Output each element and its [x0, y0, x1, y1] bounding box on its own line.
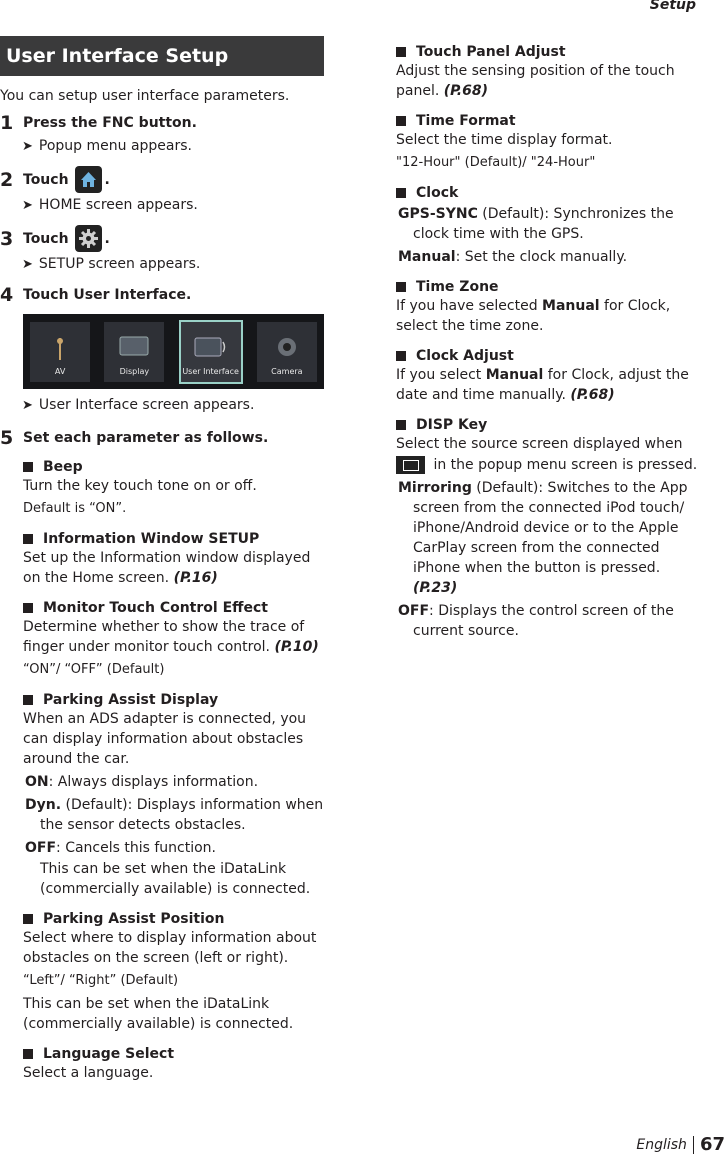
square-bullet-icon	[23, 462, 33, 472]
fnc-key-label: FNC	[102, 115, 134, 131]
home-icon[interactable]	[75, 166, 102, 193]
section-parking-display: Parking Assist Display When an ADS adapter is connected, you can display information about obstacles around the car. ON: Always displays information. Dyn. (Default): Displays information when the sensor detects obstacles. OFF: Cancels this function. This can be set when the iDataLink (commercially available) is connected.	[23, 692, 324, 897]
running-header: Setup	[649, 0, 696, 13]
user-interface-key-label: User Interface	[73, 287, 186, 303]
footer-language: English	[636, 1136, 687, 1153]
square-bullet-icon	[23, 534, 33, 544]
camera-icon	[276, 336, 298, 362]
right-column	[396, 36, 706, 641]
step-number: 3	[0, 227, 14, 250]
tile-av[interactable]: AV	[30, 322, 90, 382]
section-time-zone: Time Zone If you have selected Manual for Clock, select the time zone.	[396, 279, 671, 334]
section-language: Language Select Select a language.	[23, 1046, 175, 1081]
section-title: User Interface Setup	[0, 36, 324, 76]
page-ref[interactable]: (P.68)	[443, 83, 488, 99]
step-3: 3 Touch .	[0, 225, 324, 252]
step-result: ➤ User Interface screen appears.	[22, 397, 255, 413]
section-monitor-touch: Monitor Touch Control Effect Determine whether to show the trace of finger under monitor touch control. (P.10) “ON”/ “OFF” (Default)	[23, 600, 319, 677]
setup-menu-screenshot	[23, 314, 324, 389]
disp-key-icon[interactable]	[396, 456, 425, 474]
square-bullet-icon	[23, 914, 33, 924]
square-bullet-icon	[396, 116, 406, 126]
page-ref[interactable]: (P.68)	[570, 387, 615, 403]
arrow-icon: ➤	[22, 138, 33, 154]
step-result: ➤ Popup menu appears.	[22, 138, 193, 154]
square-bullet-icon	[396, 188, 406, 198]
step-4: 4 Touch User Interface.	[0, 284, 192, 306]
arrow-icon: ➤	[22, 397, 33, 413]
section-time-format: Time Format Select the time display format. "12-Hour" (Default)/ "24-Hour"	[396, 113, 613, 170]
step-1: 1 Press the FNC button.	[0, 112, 197, 134]
section-disp-key: DISP Key Select the source screen displayed when in the popup menu screen is pressed. Mirroring (Default): Switches to the App screen from the connected iPod touch/ iPhone/Android device or to the Apple CarPlay screen from the connected iPhone when the button is pressed. (P.23) OFF: Displays the control screen of the current source.	[396, 417, 698, 639]
av-icon	[53, 336, 67, 366]
tile-camera[interactable]: Camera	[257, 322, 317, 382]
step-5: 5 Set each parameter as follows.	[0, 427, 269, 449]
step-2: 2 Touch .	[0, 166, 324, 193]
step-number: 2	[0, 168, 14, 191]
section-beep: Beep Turn the key touch tone on or off. Default is “ON”.	[23, 459, 257, 516]
section-clock: Clock GPS-SYNC (Default): Synchronizes the clock time with the GPS. Manual: Set the clock manually.	[398, 185, 674, 265]
gear-icon[interactable]	[75, 225, 102, 252]
square-bullet-icon	[396, 282, 406, 292]
section-parking-position: Parking Assist Position Select where to display information about obstacles on the screen (left or right). “Left”/ “Right” (Default) This can be set when the iDataLink (commercially available) is connected.	[23, 911, 317, 1032]
square-bullet-icon	[396, 420, 406, 430]
square-bullet-icon	[396, 351, 406, 361]
page-ref[interactable]: (P.23)	[413, 580, 458, 596]
intro-text: You can setup user interface parameters.	[0, 88, 290, 104]
square-bullet-icon	[23, 1049, 33, 1059]
step-result: ➤ HOME screen appears.	[22, 197, 198, 213]
tile-display[interactable]: Display	[104, 322, 164, 382]
step-number: 4	[0, 284, 14, 306]
square-bullet-icon	[396, 47, 406, 57]
step-number: 5	[0, 427, 14, 449]
section-information-window: Information Window SETUP Set up the Information window displayed on the Home screen. (P.16)	[23, 531, 311, 586]
page-footer	[636, 1134, 725, 1155]
square-bullet-icon	[23, 695, 33, 705]
page-ref[interactable]: (P.10)	[274, 639, 319, 655]
footer-divider	[693, 1136, 694, 1154]
step-result: ➤ SETUP screen appears.	[22, 256, 201, 272]
section-clock-adjust: Clock Adjust If you select Manual for Clock, adjust the date and time manually. (P.68)	[396, 348, 689, 403]
tile-user-interface[interactable]: User Interface	[179, 320, 243, 384]
step-number: 1	[0, 112, 14, 134]
arrow-icon: ➤	[22, 256, 33, 272]
left-column	[0, 36, 324, 1083]
square-bullet-icon	[23, 603, 33, 613]
user-interface-icon	[194, 336, 228, 362]
page-number: 67	[699, 1134, 725, 1155]
page-ref[interactable]: (P.16)	[173, 570, 218, 586]
section-touch-panel: Touch Panel Adjust Adjust the sensing position of the touch panel. (P.68)	[396, 44, 675, 99]
display-icon	[119, 336, 149, 362]
arrow-icon: ➤	[22, 197, 33, 213]
